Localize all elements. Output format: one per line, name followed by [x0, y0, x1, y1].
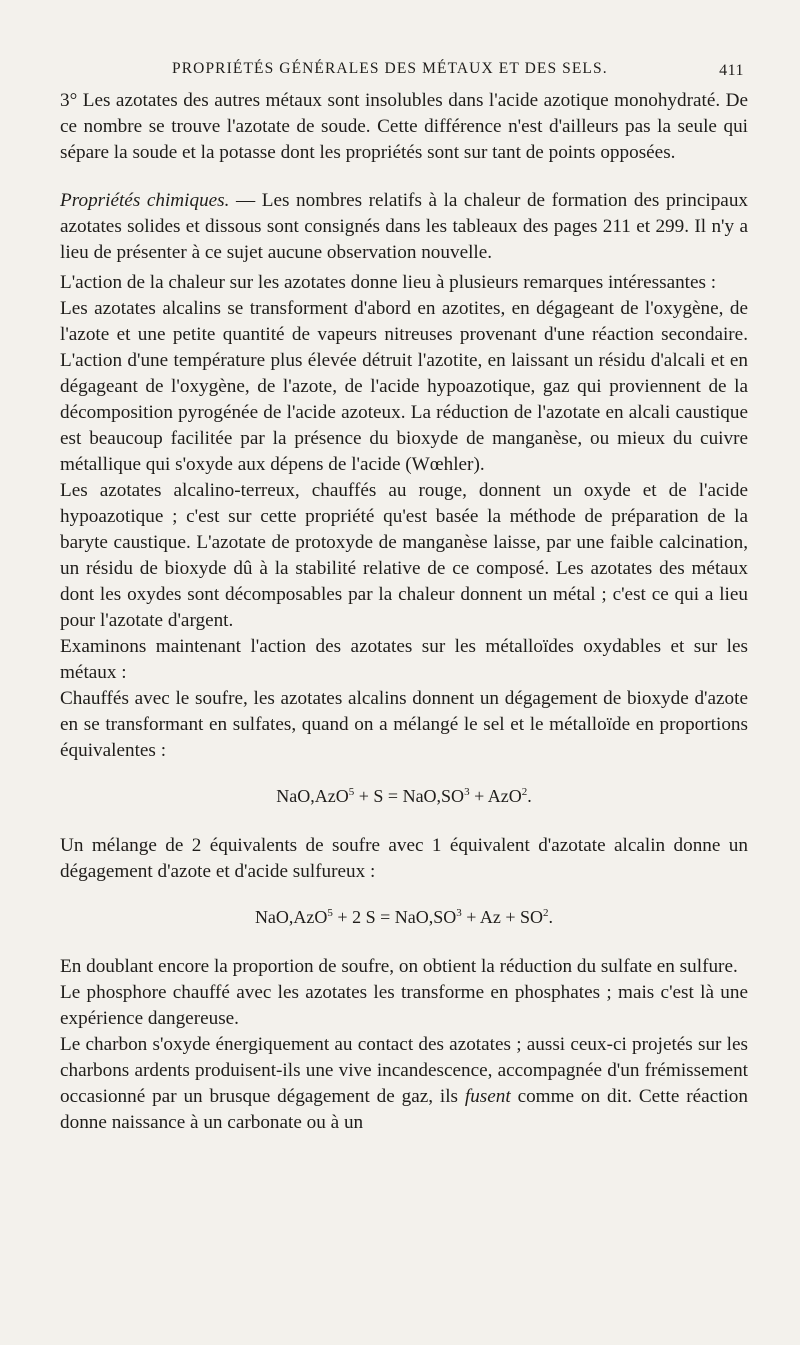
paragraph: Les azotates alcalino-terreux, chauffés au rouge, donnent un oxyde et de l'acide hypoazotique ; c'est sur cette propriété qu'est basée la méthode de préparation de la baryte caustique. L'azotate de protoxyde de manganèse laisse, par une faible calcination, un résidu de bioxyde dû à la stabilité relative de ce composé. Les azotates des métaux dont les oxydes sont décomposables par la chaleur donnent un métal ; c'est ce qui a lieu pour l'azotate d'argent.: [60, 480, 748, 631]
page-header: [60, 52, 748, 88]
running-title: PROPRIÉTÉS GÉNÉRALES DES MÉTAUX ET DES SELS.: [172, 60, 608, 77]
paragraph: En doublant encore la proportion de soufre, on obtient la réduction du sulfate en sulfure.: [60, 956, 738, 977]
italic-word: fusent: [464, 1086, 511, 1107]
paragraph: Le charbon s'oxyde énergiquement au contact des azotates ; aussi ceux-ci projetés sur les charbons ardents produisent-ils une vive incandescence, accompagnée d'un frémissement occasionné par un brusque dégagement de gaz, ils fusent comme on dit. Cette réaction donne naissance à un carbonate ou à un: [60, 1034, 748, 1133]
chemical-equation: NaO,AzO$^5$ + 2 $S = NaO,SO^3 + Az + SO^2$.: [254, 907, 554, 927]
paragraph: Le phosphore chauffé avec les azotates les transforme en phosphates ; mais c'est là une expérience dangereuse.: [60, 982, 748, 1029]
paragraph: Un mélange de 2 équivalents de soufre avec 1 équivalent d'azotate alcalin donne un dégagement d'azote et d'acide sulfureux :: [60, 835, 748, 882]
paragraph: Chauffés avec le soufre, les azotates alcalins donnent un dégagement de bioxyde d'azote en se transformant en sulfates, quand on a mélangé le sel et le métalloïde en proportions équivalentes :: [60, 688, 748, 761]
paragraph-text: — Les nombres relatifs à la chaleur de formation des principaux azotates solides et dissous sont consignés dans les tableaux des pages 211 et 299. Il n'y a lieu de présenter à ce sujet aucune observation nouvelle.: [60, 190, 749, 263]
paragraph: Examinons maintenant l'action des azotates sur les métalloïdes oxydables et sur les métaux :: [60, 636, 748, 683]
paragraph-chemical-properties: [60, 188, 748, 266]
body-text: [60, 88, 748, 1136]
paragraph: Les azotates alcalins se transforment d'abord en azotites, en dégageant de l'oxygène, de l'azote et une petite quantité de vapeurs nitreuses provenant d'une réaction secondaire. L'action d'une température plus élevée détruit l'azotite, en laissant un résidu d'alcali et en dégageant de l'oxygène, de l'azote, de l'acide hypoazotique, gaz qui proviennent de la décomposition pyrogénée de l'acide azoteux. La réduction de l'azotate en alcali caustique est beaucoup facilitée par la présence du bioxyde de manganèse, ou mieux du cuivre métallique qui s'oxyde aux dépens de l'acide (Wœhler).: [60, 298, 748, 475]
section-title: Propriétés chimiques.: [60, 190, 230, 211]
paragraph: L'action de la chaleur sur les azotates donne lieu à plusieurs remarques intéressantes :: [60, 272, 717, 293]
paragraph: 3° Les azotates des autres métaux sont insolubles dans l'acide azotique monohydraté. De ce nombre se trouve l'azotate de soude. Cette différence n'est d'ailleurs pas la seule qui sépare la soude et la potasse dont les propriétés sont sur tant de points opposées.: [60, 90, 748, 163]
page-number: 411: [719, 62, 744, 79]
chemical-equation: $NaO,AzO^5 + S = NaO,SO^3 + AzO^2$.: [276, 786, 532, 806]
